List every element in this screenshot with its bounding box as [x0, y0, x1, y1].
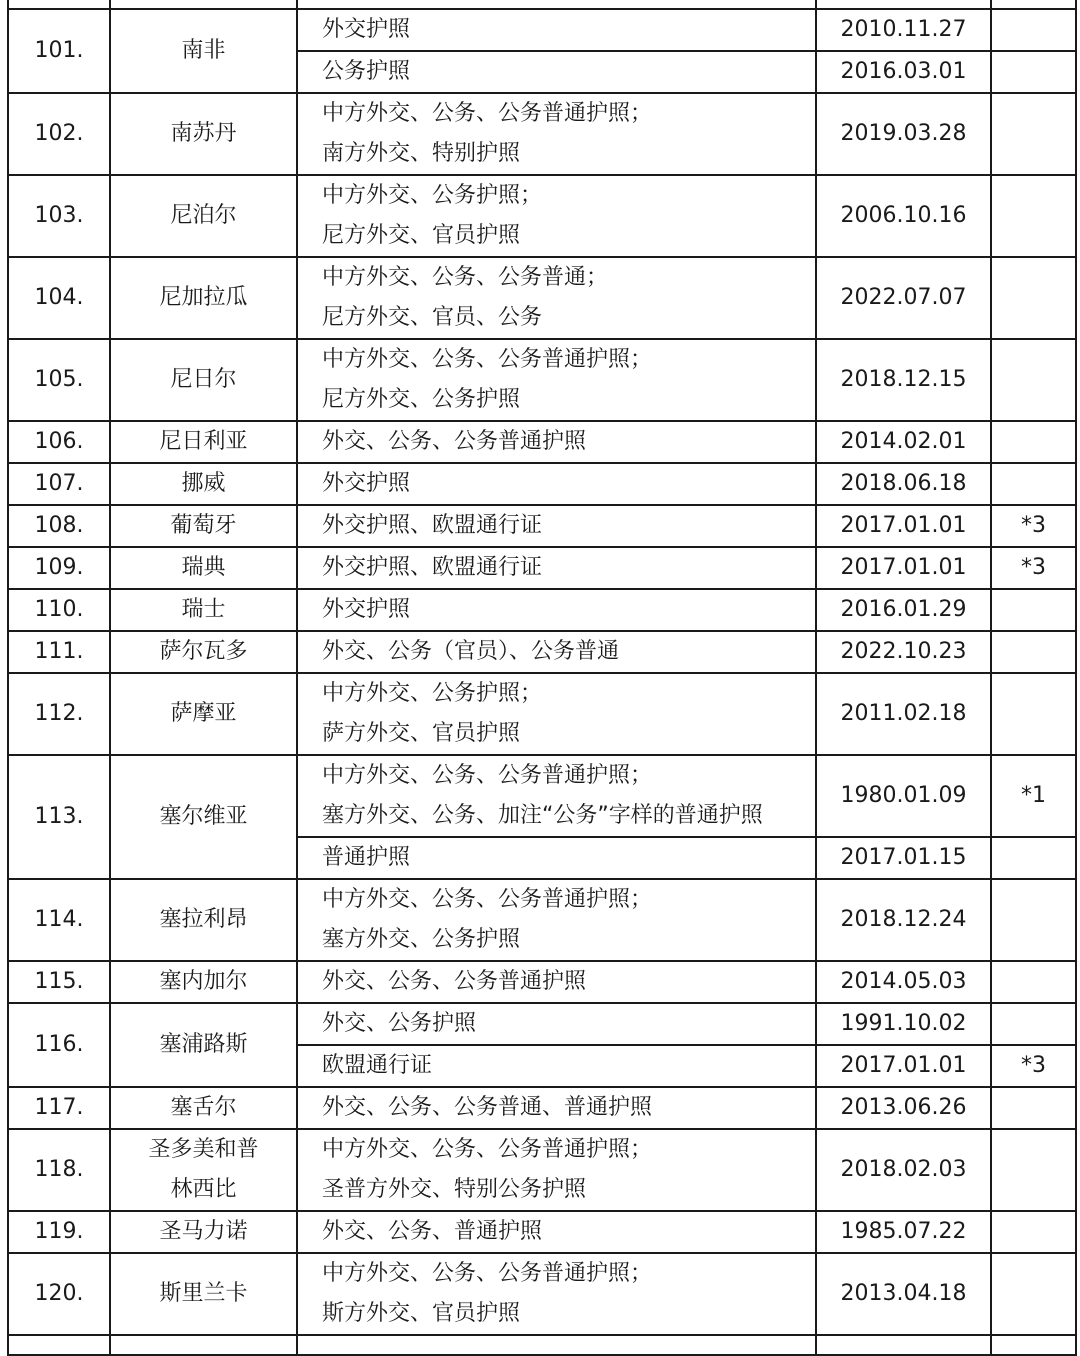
cell-note [991, 1129, 1076, 1211]
cell-passport [297, 463, 816, 505]
country-name-line: 萨摩亚 [170, 701, 237, 726]
cell-date: 2018.12.24 [816, 879, 991, 961]
cell-note [991, 0, 1076, 9]
cell-date [816, 0, 991, 9]
cell-date: 1991.10.02 [816, 1003, 991, 1045]
table-row [8, 547, 1076, 589]
table-row [8, 589, 1076, 631]
cell-num [8, 1335, 110, 1355]
cell-num: 118. [8, 1129, 110, 1211]
cell-country [110, 0, 297, 9]
cell-date: 2014.02.01 [816, 421, 991, 463]
cell-note [991, 837, 1076, 879]
passport-type-line: 中方外交、公务、公务普通； [322, 265, 609, 290]
cell-note: *3 [991, 505, 1076, 547]
passport-type-line: 塞方外交、公务护照 [322, 927, 521, 952]
cell-country [110, 1335, 297, 1355]
passport-type-line: 中方外交、公务护照； [322, 681, 543, 706]
country-name-line: 斯里兰卡 [159, 1281, 248, 1306]
cell-note [991, 421, 1076, 463]
cell-note: *3 [991, 1045, 1076, 1087]
passport-type-line: 圣普方外交、特别公务护照 [322, 1177, 587, 1202]
cell-date: 2022.07.07 [816, 257, 991, 339]
cell-date: 2017.01.15 [816, 837, 991, 879]
passport-type-line: 萨方外交、官员护照 [322, 721, 521, 746]
cell-date: 2011.02.18 [816, 673, 991, 755]
passport-type-line: 外交、公务、公务普通护照 [322, 429, 587, 454]
cell-note [991, 339, 1076, 421]
table-row-partial-bottom [8, 1335, 1076, 1355]
table-row [8, 755, 1076, 837]
table-row [8, 673, 1076, 755]
cell-note [991, 1335, 1076, 1355]
country-name-line: 塞浦路斯 [159, 1032, 248, 1057]
passport-type-line: 中方外交、公务、公务普通护照； [322, 763, 653, 788]
table-row [8, 257, 1076, 339]
cell-passport [297, 51, 816, 93]
cell-country [110, 547, 297, 589]
passport-type-line: 中方外交、公务、公务普通护照； [322, 1261, 653, 1286]
cell-passport [297, 547, 816, 589]
country-name-line: 塞内加尔 [159, 969, 248, 994]
table-row [8, 961, 1076, 1003]
cell-passport [297, 631, 816, 673]
cell-country [110, 1003, 297, 1087]
passport-type-line: 外交护照、欧盟通行证 [322, 513, 543, 538]
cell-note [991, 175, 1076, 257]
cell-date: 2017.01.01 [816, 505, 991, 547]
country-name-line: 瑞士 [181, 597, 226, 622]
passport-type-line: 中方外交、公务、公务普通护照； [322, 1137, 653, 1162]
cell-country [110, 879, 297, 961]
cell-num: 120. [8, 1253, 110, 1335]
table-row [8, 1003, 1076, 1045]
cell-country [110, 631, 297, 673]
cell-passport [297, 1211, 816, 1253]
cell-country [110, 961, 297, 1003]
cell-num: 102. [8, 93, 110, 175]
passport-type-line: 尼方外交、官员、公务 [322, 305, 543, 330]
cell-date: 2016.01.29 [816, 589, 991, 631]
cell-passport [297, 1335, 816, 1355]
passport-type-line: 中方外交、公务、公务普通护照； [322, 101, 653, 126]
passport-type-line: 尼方外交、官员护照 [322, 223, 521, 248]
passport-type-line: 中方外交、公务护照； [322, 183, 543, 208]
passport-type-line: 普通护照 [322, 845, 411, 870]
cell-note [991, 631, 1076, 673]
cell-passport [297, 837, 816, 879]
cell-num: 113. [8, 755, 110, 879]
cell-num: 109. [8, 547, 110, 589]
cell-passport [297, 1087, 816, 1129]
country-name-line: 葡萄牙 [170, 513, 237, 538]
cell-country [110, 673, 297, 755]
cell-num: 111. [8, 631, 110, 673]
cell-num: 107. [8, 463, 110, 505]
cell-date: 2013.04.18 [816, 1253, 991, 1335]
passport-type-line: 南方外交、特别护照 [322, 141, 521, 166]
cell-note [991, 1211, 1076, 1253]
passport-type-line: 中方外交、公务、公务普通护照； [322, 887, 653, 912]
cell-note [991, 589, 1076, 631]
country-name-line: 林西比 [170, 1177, 237, 1202]
cell-date: 1980.01.09 [816, 755, 991, 837]
passport-type-line: 外交护照 [322, 17, 411, 42]
country-name-line: 挪威 [181, 471, 226, 496]
cell-passport [297, 421, 816, 463]
table-row [8, 1129, 1076, 1211]
table-row [8, 505, 1076, 547]
passport-type-line: 尼方外交、公务护照 [322, 387, 521, 412]
cell-passport [297, 1003, 816, 1045]
cell-num [8, 0, 110, 9]
cell-passport [297, 1129, 816, 1211]
cell-passport [297, 0, 816, 9]
cell-date: 2018.06.18 [816, 463, 991, 505]
country-name-line: 圣多美和普 [148, 1137, 259, 1162]
cell-date: 2017.01.01 [816, 1045, 991, 1087]
passport-type-line: 塞方外交、公务、加注“公务”字样的普通护照 [322, 803, 763, 828]
cell-passport [297, 9, 816, 51]
cell-country [110, 421, 297, 463]
country-name-line: 塞拉利昂 [159, 907, 248, 932]
cell-passport [297, 505, 816, 547]
cell-note [991, 463, 1076, 505]
cell-passport [297, 1045, 816, 1087]
cell-num: 117. [8, 1087, 110, 1129]
cell-note [991, 961, 1076, 1003]
country-name-line: 尼日利亚 [159, 429, 248, 454]
cell-date [816, 1335, 991, 1355]
cell-passport [297, 755, 816, 837]
cell-country [110, 339, 297, 421]
cell-num: 101. [8, 9, 110, 93]
cell-country [110, 589, 297, 631]
cell-date: 2018.12.15 [816, 339, 991, 421]
passport-type-line: 欧盟通行证 [322, 1053, 433, 1078]
cell-date: 1985.07.22 [816, 1211, 991, 1253]
cell-num: 105. [8, 339, 110, 421]
cell-num: 114. [8, 879, 110, 961]
country-name-line: 圣马力诺 [159, 1219, 248, 1244]
cell-date: 2017.01.01 [816, 547, 991, 589]
passport-type-line: 外交、公务、公务普通、普通护照 [322, 1095, 653, 1120]
country-name-line: 塞尔维亚 [159, 804, 248, 829]
cell-date: 2018.02.03 [816, 1129, 991, 1211]
cell-date: 2010.11.27 [816, 9, 991, 51]
cell-passport [297, 93, 816, 175]
country-name-line: 尼日尔 [170, 367, 237, 392]
table-row [8, 1211, 1076, 1253]
country-name-line: 南苏丹 [170, 121, 237, 146]
passport-type-line: 外交、公务护照 [322, 1011, 477, 1036]
cell-num: 116. [8, 1003, 110, 1087]
cell-country [110, 1087, 297, 1129]
passport-type-line: 斯方外交、官员护照 [322, 1301, 521, 1326]
cell-passport [297, 961, 816, 1003]
passport-type-line: 外交、公务、普通护照 [322, 1219, 543, 1244]
passport-type-line: 外交护照 [322, 471, 411, 496]
country-name-line: 尼泊尔 [170, 203, 237, 228]
cell-note [991, 51, 1076, 93]
cell-country [110, 257, 297, 339]
cell-num: 106. [8, 421, 110, 463]
table-row [8, 421, 1076, 463]
cell-note: *1 [991, 755, 1076, 837]
cell-country [110, 1211, 297, 1253]
cell-country [110, 505, 297, 547]
cell-note [991, 673, 1076, 755]
cell-date: 2013.06.26 [816, 1087, 991, 1129]
table-row [8, 175, 1076, 257]
cell-num: 112. [8, 673, 110, 755]
cell-num: 108. [8, 505, 110, 547]
passport-type-line: 公务护照 [322, 59, 411, 84]
cell-country [110, 93, 297, 175]
table-row [8, 9, 1076, 51]
cell-note [991, 879, 1076, 961]
table-row-partial-top [8, 0, 1076, 9]
cell-num: 115. [8, 961, 110, 1003]
cell-country [110, 9, 297, 93]
table-row [8, 339, 1076, 421]
cell-note [991, 93, 1076, 175]
cell-country [110, 175, 297, 257]
country-name-line: 塞舌尔 [170, 1095, 237, 1120]
passport-type-line: 外交、公务、公务普通护照 [322, 969, 587, 994]
passport-type-line: 外交护照、欧盟通行证 [322, 555, 543, 580]
cell-note: *3 [991, 547, 1076, 589]
table-row [8, 93, 1076, 175]
country-name-line: 南非 [181, 38, 226, 63]
cell-passport [297, 589, 816, 631]
cell-date: 2019.03.28 [816, 93, 991, 175]
country-name-line: 萨尔瓦多 [159, 639, 248, 664]
cell-date: 2022.10.23 [816, 631, 991, 673]
cell-num: 103. [8, 175, 110, 257]
table-row [8, 1087, 1076, 1129]
passport-type-line: 外交护照 [322, 597, 411, 622]
cell-passport [297, 339, 816, 421]
passport-type-line: 中方外交、公务、公务普通护照； [322, 347, 653, 372]
cell-country [110, 1129, 297, 1211]
cell-country [110, 463, 297, 505]
visa-exemption-table [7, 0, 1077, 1356]
cell-note [991, 1003, 1076, 1045]
country-name-line: 尼加拉瓜 [159, 285, 248, 310]
cell-date: 2014.05.03 [816, 961, 991, 1003]
table-body [8, 0, 1076, 1355]
table-row [8, 879, 1076, 961]
table-row [8, 463, 1076, 505]
cell-note [991, 9, 1076, 51]
cell-passport [297, 257, 816, 339]
cell-passport [297, 673, 816, 755]
cell-note [991, 257, 1076, 339]
cell-passport [297, 175, 816, 257]
cell-date: 2006.10.16 [816, 175, 991, 257]
cell-note [991, 1087, 1076, 1129]
cell-num: 119. [8, 1211, 110, 1253]
cell-num: 110. [8, 589, 110, 631]
table-row [8, 631, 1076, 673]
cell-passport [297, 879, 816, 961]
country-name-line: 瑞典 [181, 555, 226, 580]
cell-date: 2016.03.01 [816, 51, 991, 93]
cell-country [110, 755, 297, 879]
passport-type-line: 外交、公务（官员）、公务普通 [322, 639, 620, 664]
cell-num: 104. [8, 257, 110, 339]
